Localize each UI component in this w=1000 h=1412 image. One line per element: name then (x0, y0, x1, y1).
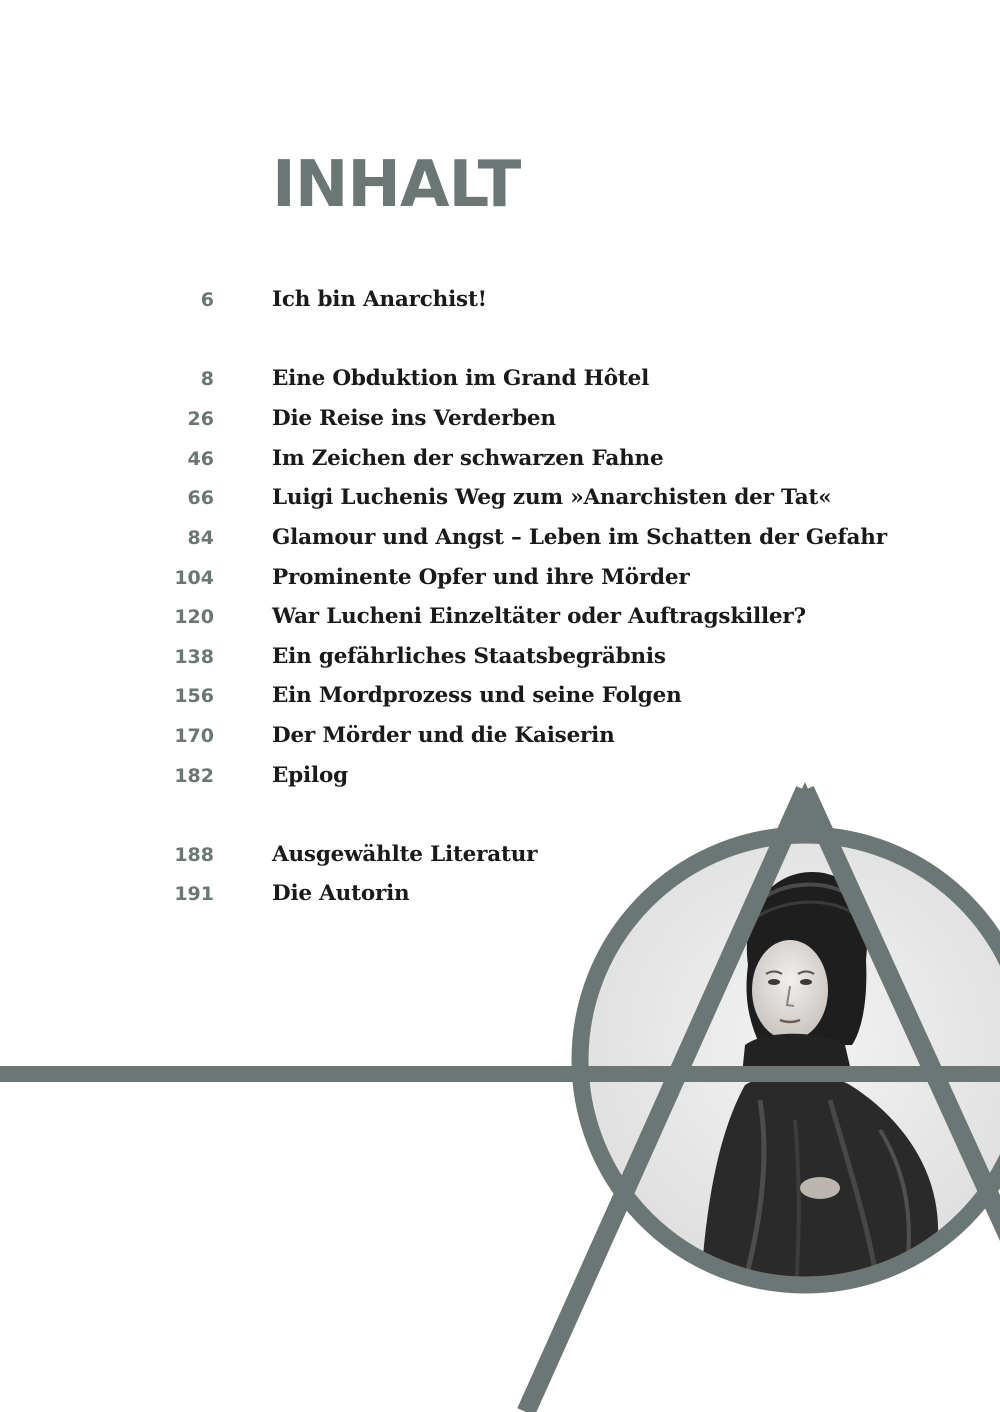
toc-chapter-title: Epilog (272, 763, 348, 788)
toc-chapter-title: Prominente Opfer und ihre Mörder (272, 565, 690, 590)
toc-chapter-title: Die Reise ins Verderben (272, 406, 556, 431)
toc-page-number: 120 (174, 606, 214, 628)
toc-page-number: 26 (187, 408, 214, 430)
toc-chapter-title: War Lucheni Einzeltäter oder Auftragskiller? (272, 604, 806, 629)
toc-page-number: 191 (174, 883, 214, 905)
toc-chapter-title: Ein gefährliches Staatsbegräbnis (272, 644, 666, 669)
toc-chapter-title: Im Zeichen der schwarzen Fahne (272, 446, 664, 471)
page-title: INHALT (272, 148, 521, 222)
toc-page-number: 170 (174, 725, 214, 747)
toc-chapter-title: Luigi Luchenis Weg zum »Anarchisten der Tat« (272, 485, 832, 510)
toc-chapter-title: Der Mörder und die Kaiserin (272, 723, 615, 748)
toc-chapter-title: Glamour und Angst – Leben im Schatten der Gefahr (272, 525, 887, 550)
toc-page-number: 104 (174, 567, 214, 589)
toc-page-number: 138 (174, 646, 214, 668)
toc-page-number: 188 (174, 844, 214, 866)
horizontal-bar (0, 1066, 1000, 1082)
toc-page-number: 8 (200, 368, 214, 390)
toc-page-number: 182 (174, 765, 214, 787)
toc-page-number: 6 (200, 289, 214, 311)
toc-chapter-title: Ein Mordprozess und seine Folgen (272, 683, 682, 708)
toc-chapter-title: Eine Obduktion im Grand Hôtel (272, 366, 650, 391)
toc-chapter-title: Ich bin Anarchist! (272, 287, 487, 312)
toc-page-number: 156 (174, 685, 214, 707)
toc-page-number: 46 (187, 448, 214, 470)
toc-chapter-title: Ausgewählte Literatur (272, 842, 538, 867)
toc-page-number: 66 (187, 487, 214, 509)
toc-chapter-title: Die Autorin (272, 881, 410, 906)
toc-page-number: 84 (187, 527, 214, 549)
